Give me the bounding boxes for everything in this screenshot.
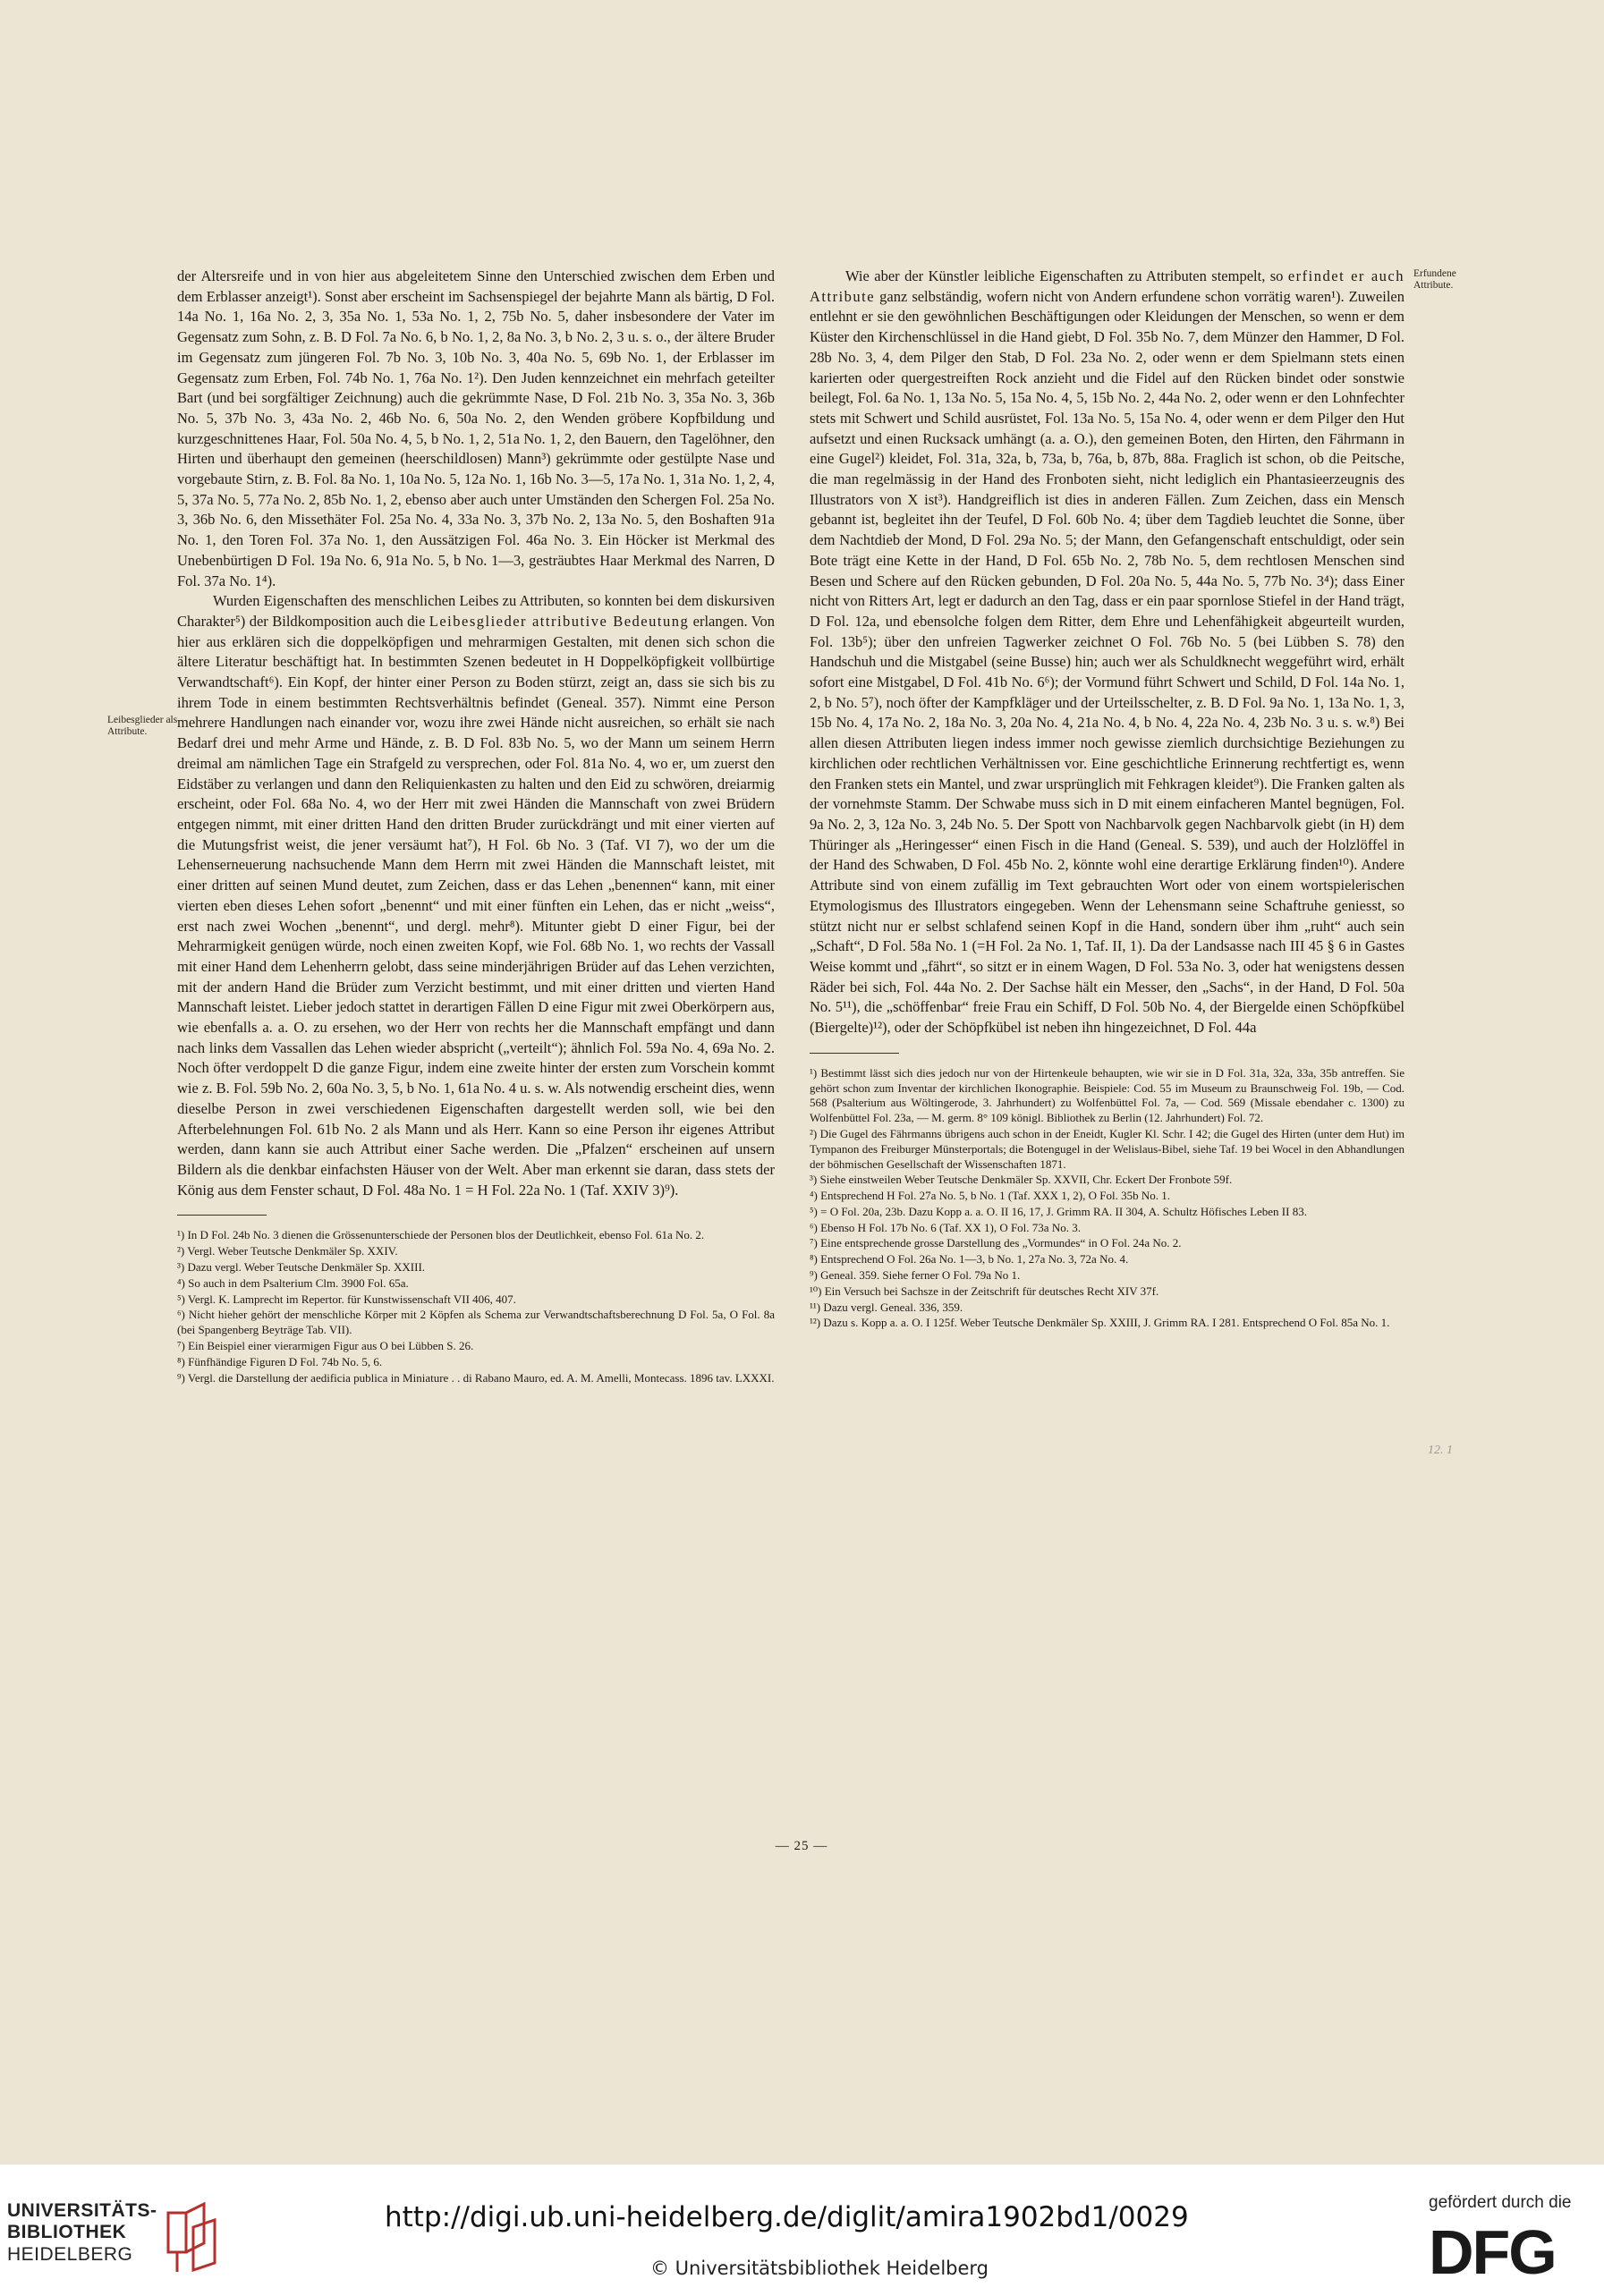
- right-paragraph-1: [810, 267, 1405, 1038]
- right-footnote-9: ⁹) Geneal. 359. Siehe ferner O Fol. 79a No 1.: [810, 1268, 1021, 1283]
- left-paragraph-2: [177, 591, 775, 1200]
- right-footnote-12: ¹²) Dazu s. Kopp a. a. O. I 125f. Weber Teutsche Denkmäler Sp. XXIII, J. Grimm RA. I 281. Entsprechend O Fol. 85a No. 1.: [810, 1316, 1390, 1330]
- left-paragraph-2-emphasis: Leibesglieder attributive Bedeutung: [429, 612, 690, 630]
- left-footnote-6: ⁶) Nicht hieher gehört der menschliche Körper mit 2 Köpfen als Schema zur Verwandtschaftsberechnung D Fol. 5a, O Fol. 8a (bei Spangenberg Beyträge Tab. VII).: [177, 1308, 775, 1337]
- marginal-note-left: Leibesglieder als Attribute.: [107, 715, 178, 737]
- left-paragraph-2-rest: erlangen. Von hier aus erklären sich die doppelköpfigen und mehrarmigen Gestalten, mit denen sich schon die ältere Literatur beschäftigt hat. In bestimmten Szenen bedeutet in H Doppelköpfigkeit vollbürtige Verwandtschaft⁶). Ein Kopf, der hinter einer Person zu Boden stürzt, zeigt an, dass sie sich bis zu ihrem Tode in einem bestimmten Rechtsverhältnis befindet (Geneal. 357). Nimmt eine Person mehrere Handlungen nach einander vor, wozu ihre zwei Hände nicht ausreichen, so erhält sie nach Bedarf drei und mehr Arme und Hände, z. B. D Fol. 83b No. 5, wo der Mann um seinem Herrn dreimal am nämlichen Tage ein Strafgeld zu versprechen, oder Fol. 81a No. 4, wo er, um zuerst den Eidstäber zu verlangen und dann den Reliquienkasten zu halten und den Eid zu schwören, dreiarmig erscheint, oder Fol. 68a No. 4, wo der Herr mit zwei Händen die Mannschaft von zwei Brüdern entgegen nimmt, mit einer dritten Hand den dritten Bruder zurückdrängt und mit einer vierten auf die Mutungsfrist weist, die jener versäumt hat⁷), H Fol. 6b No. 3 (Taf. VI 7), wo der um die Lehenserneuerung nachsuchende Mann dem Herrn mit zwei Händen die Mannschaft leistet, mit einer dritten auf seinen Mund deutet, zum Zeichen, dass er das Lehen „benennen“ kann, mit einer vierten eben dieses Lehen sofort „benennt“ und mit einer fünften ein Lehen, das er nicht „weiss“, erst nach zwei Wochen „benennt“, und dergl. mehr⁸). Mitunter giebt D einer Figur, bei der Mehrarmigkeit genügen würde, noch einen zweiten Kopf, wie Fol. 68b No. 1, wo rechts der Vassall mit einer Hand dem Lehenherrn gelobt, dass seine minderjährigen Brüder auf das Lehen verzichten, mit der andern Hand die Brüder zum Verzicht bestimmt, und mit einer dritten und vierten Hand Mannschaft leistet. Lieber jedoch stattet in derartigen Fällen D eine Figur mit zwei Oberkörpern aus, wie ebenfalls a. a. O. zu ersehen, wo der Herr von rechts her die Mannschaft empfängt und dann nach links dem Vassallen das Lehen wieder abspricht („verteilt“); ähnlich Fol. 59a No. 4, 69a No. 2. Noch öfter verdoppelt D die ganze Figur, indem eine zweite hinter der ersten zum Vorschein kommt wie z. B. Fol. 59b No. 2, 60a No. 3, 5, b No. 1, 61a No. 4 u. s. w. Als notwendig erscheint dies, wenn dieselbe Person in zwei verschiedenen Eigenschaften dargestellt werden soll, wie bei den Afterbelehnungen Fol. 61b No. 2 als Mann und als Herr. Kann so eine Person ihr eigenes Attribut werden, dann kann sie auch Attribut einer Sache werden. Die „Pfalzen“ erscheinen auf unsern Bildern als die denkbar einfachsten Häuser von der Welt. Aber man erkennt sie daran, dass stets der König aus dem Fenster schaut, D Fol. 48a No. 1 = H Fol. 22a No. 1 (Taf. XXIV 3)⁹).: [177, 612, 775, 1199]
- left-footnote-8: ⁸) Fünfhändige Figuren D Fol. 74b No. 5, 6.: [177, 1354, 383, 1368]
- left-footnote-7: ⁷) Ein Beispiel einer vierarmigen Figur aus O bei Lübben S. 26.: [177, 1338, 474, 1352]
- left-footnote-3: ³) Dazu vergl. Weber Teutsche Denkmäler Sp. XXIII.: [177, 1259, 426, 1274]
- pencil-mark: 12. 1: [1428, 1444, 1453, 1457]
- footnote-separator-right: [810, 1053, 899, 1054]
- left-footnote-5: ⁵) Vergl. K. Lamprecht im Repertor. für Kunstwissenschaft VII 406, 407.: [177, 1292, 516, 1306]
- right-paragraph-1-rest: ganz selbständig, wofern nicht von Andern erfundene schon vorrätig waren¹). Zuweilen entlehnt er sie den gewöhnlichen Beschäftigungen oder Kleidungen der Menschen, so wenn er dem Küster den Kirchenschlüssel in die Hand giebt, D Fol. 35b No. 7, dem Münzer den Hammer, D Fol. 28b No. 3, 4, dem Pilger den Stab, D Fol. 23a No. 2, oder wenn er dem Spielmann stets einen karierten oder quergestreiften Rock anzieht und die Fidel auf den Rücken bindet oder sonstwie beilegt, Fol. 6a No. 1, 13a No. 5, 15a No. 4, 5, 15b No. 2, 44a No. 2, oder wenn er den Lohnfechter stets mit Schwert und Schild ausrüstet, Fol. 13a No. 5, 15a No. 4, oder wenn er dem Pilger den Hut aufsetzt und einen Rucksack umhängt (a. a. O.), den gemeinen Boten, den Hirten, den Fährmann in eine Gugel²) kleidet, Fol. 31a, 32a, b, 73a, b, 76a, b, 87b, 88a. Fraglich ist schon, ob die Peitsche, die man regelmässig in der Hand des Fronboten sieht, nicht lediglich ein Phantasieerzeugnis des Illustrators von X ist³). Handgreiflich ist dies in anderen Fällen. Zum Zeichen, dass ein Mensch gebannt ist, begleitet ihn der Teufel, D Fol. 60b No. 4; über dem Tagdieb leuchtet die Sonne, über dem Nachtdieb der Mond, D Fol. 29a No. 5; der Mann, den Gefangenschaft entschuldigt, oder sein Bote trägt eine Kette in der Hand, D Fol. 65b No. 2, 78b No. 5, dem rechtlosen Menschen sind Besen und Schere auf den Rücken gebunden, D Fol. 20a No. 5, 44a No. 5, 77b No. 3⁴); dass Einer nicht von Ritters Art, legt er dadurch an den Tag, dass er ein paar spornlose Stiefel in der Hand trägt, D Fol. 12a, und ebensolche folgen dem Ritter, dem Ehre und Lehenfähigkeit abgeurteilt wurden, Fol. 13b⁵); über den unfreien Tagwerker zeichnet O Fol. 76b No. 5 (bei Lübben S. 78) den Handschuh und die Mistgabel (seine Busse) hin; auch wer als Schuldknecht weggeführt wird, erhält sofort eine Mistgabel, D Fol. 41b No. 6⁶); der Vormund führt Schwert und Schild, D Fol. 14a No. 1, 2, b No. 5⁷), noch öfter der Kampfkläger und der Urteilsschelter, z. B. D Fol. 9a No. 1, 13a No. 1, 3, 15b No. 4, 17a No. 2, 18a No. 3, 20a No. 4, 21a No. 4, b No. 4, 22a No. 4, 23b No. 3 u. s. w.⁸) Bei allen diesen Attributen liegen indess immer noch gewisse ziemlich durchsichtige Beziehungen zu kirchlichen oder rechtlichen Verhältnissen vor. Eine geschichtliche Erinnerung rechtfertigt es, wenn den Franken stets ein Mantel, und zwar ursprünglich mit Fehkragen kleidet⁹). Die Franken galten als der vornehmste Stamm. Der Schwabe muss sich in D mit einem einfacheren Mantel begnügen, Fol. 9a No. 2, 3, 12a No. 3, 24b No. 5. Der Spott von Nachbarvolk gegen Nachbarvolk giebt (in H) dem Thüringer als „Heringesser“ einen Fisch in die Hand (Geneal. S. 539), und auch der Holzlöffel in der Hand des Schwaben, D Fol. 45b No. 2, könnte wohl eine derartige Erklärung finden¹⁰). Andere Attribute sind von einem zufällig im Text gebrauchten Wort oder von einem wortspielerischen Etymologismus des Illustrators eingegeben. Wenn der Lehensmann seine Schaftruhe geniesst, so stützt nicht nur er selbst schlafend seinen Kopf in die Hand, sondern über ihm „ruht“ auch sein „Schaft“, D Fol. 58a No. 1 (=H Fol. 2a No. 1, Taf. II, 1). Da der Landsasse nach III 45 § 6 in Gastes Weise kommt und „fährt“, so sitzt er in einem Wagen, D Fol. 53a No. 3, oder hat wenigstens dessen Räder bei sich, Fol. 44a No. 2. Der Sachse hält ein Messer, den „Sachs“, in der Hand, D Fol. 50a No. 5¹¹), die „schöffenbar“ freie Frau ein Schiff, D Fol. 50b No. 4, der Biergelde einen Schöpfkübel (Biergelte)¹²), oder der Schöpfkübel ist neben ihn hingezeichnet, D Fol. 44a: [810, 287, 1405, 1037]
- right-footnote-7: ⁷) Eine entsprechende grosse Darstellung des „Vormundes“ in O Fol. 24a No. 2.: [810, 1236, 1182, 1250]
- right-footnote-2: ²) Die Gugel des Fährmanns übrigens auch schon in der Eneidt, Kugler Kl. Schr. I 42; die Gugel des Hirten (unter dem Hut) im Tympanon des Freiburger Münsterportals; die Botengugel in der Welislaus-Bibel, siehe Taf. 19 bei Wocel in den Abhandlungen der böhmischen Gesellschaft der Wissenschaften 1871.: [810, 1126, 1405, 1171]
- footer-bar: [0, 2165, 1604, 2296]
- right-paragraph-1-start: Wie aber der Künstler leibliche Eigenschaften zu Attributen stempelt, so: [845, 267, 1288, 284]
- page-number: — 25 —: [775, 1839, 828, 1853]
- dfg-logo-text: DFG: [1429, 2220, 1556, 2281]
- left-footnote-1: ¹) In D Fol. 24b No. 3 dienen die Grössenunterschiede der Personen blos der Deutlichkeit, ebenso Fol. 61a No. 2.: [177, 1228, 705, 1242]
- dfg-logo[interactable]: [1427, 2220, 1597, 2281]
- library-logo-icon[interactable]: [161, 2200, 224, 2276]
- left-paragraph-1: der Altersreife und in von hier aus abgeleitetem Sinne den Unterschied zwischen dem Erben und dem Erblasser anzeigt¹). Sonst aber erscheint im Sachsenspiegel der bejahrte Mann als bärtig, D Fol. 14a No. 1, 16a No. 2, 3, 35a No. 1, 53a No. 1, 2, 75b No. 5, daher insbesondere der Vater im Gegensatz zum Sohn, z. B. D Fol. 7a No. 6, b No. 1, 2, 8a No. 3, b No. 2, 3 u. s. o., der ältere Bruder im Gegensatz zum jüngeren Fol. 7b No. 3, 10b No. 3, 40a No. 5, 69b No. 1, der Erblasser im Gegensatz zum Erben, Fol. 74b No. 1, 76a No. 1²). Den Juden kennzeichnet ein mehrfach geteilter Bart (und bei sorgfältiger Zeichnung) auch die gekrümmte Nase, D Fol. 21b No. 3, 35a No. 3, 36b No. 5, 37b No. 3, 43a No. 2, 46b No. 6, 50a No. 2, den Wenden gröbere Kopfbildung und kurzgeschnittenes Haar, Fol. 50a No. 4, 5, b No. 1, 2, 51a No. 1, 2, den Bauern, den Tagelöhner, den Hirten und überhaupt den gemeinen (heerschildlosen) Mann³) gekrümmte oder gestülpte Nase und vorgebaute Stirn, z. B. Fol. 8a No. 1, 10a No. 5, 12a No. 1, 16b No. 3—5, 17a No. 1, 31a No. 1, 2, 4, 5, 37a No. 5, 77a No. 2, 85b No. 1, 2, ebenso aber auch unter Umständen den Schergen Fol. 25a No. 3, 36b No. 6, den Missethäter Fol. 25a No. 4, 33a No. 3, 37b No. 2, 13a No. 5, den Boshaften 91a No. 1, den Toren Fol. 37a No. 1, den Aussätzigen Fol. 46a No. 3. Ein Höcker ist Merkmal des Unebenbürtigen D Fol. 19a No. 6, 91a No. 5, b No. 1—3, gesträubtes Haar Merkmal des Narren, D Fol. 37a No. 1⁴).: [177, 267, 775, 589]
- footnote-separator-left: [177, 1215, 267, 1216]
- left-footnote-4: ⁴) So auch in dem Psalterium Clm. 3900 Fol. 65a.: [177, 1275, 409, 1290]
- left-footnotes: [177, 1228, 775, 1385]
- library-city[interactable]: HEIDELBERG: [7, 2244, 133, 2265]
- left-paragraph-2-start: Wurden Eigenschaften des menschlichen Leibes zu Attributen, so konnten bei dem diskursiven Charakter⁵) der Bildkomposition auch die: [177, 592, 775, 630]
- funding-label: gefördert durch die: [1429, 2193, 1572, 2212]
- right-footnotes: [810, 1066, 1405, 1332]
- right-paragraph-1-emphasis: erfindet er auch Attribute: [810, 267, 1405, 305]
- library-name[interactable]: UNIVERSITÄTS- BIBLIOTHEK: [7, 2200, 157, 2242]
- right-footnote-8: ⁸) Entsprechend O Fol. 26a No. 1—3, b No. 1, 27a No. 3, 72a No. 4.: [810, 1252, 1129, 1267]
- marginal-note-right: Erfundene Attribute.: [1413, 268, 1456, 291]
- right-footnote-4: ⁴) Entsprechend H Fol. 27a No. 5, b No. 1 (Taf. XXX 1, 2), O Fol. 35b No. 1.: [810, 1189, 1170, 1203]
- right-footnote-3: ³) Siehe einstweilen Weber Teutsche Denkmäler Sp. XXVII, Chr. Eckert Der Fronbote 59f.: [810, 1173, 1233, 1187]
- right-footnote-11: ¹¹) Dazu vergl. Geneal. 336, 359.: [810, 1300, 963, 1314]
- left-footnote-9: ⁹) Vergl. die Darstellung der aedificia publica in Miniature . . di Rabano Mauro, ed. A. M. Amelli, Montecass. 1896 tav. LXXXI.: [177, 1370, 775, 1385]
- permalink-url[interactable]: http://digi.ub.uni-heidelberg.de/diglit/amira1902bd1/0029: [385, 2201, 1189, 2233]
- right-column: [810, 267, 1405, 1331]
- left-column: [177, 267, 775, 1385]
- right-footnote-1: ¹) Bestimmt lässt sich dies jedoch nur von der Hirtenkeule behaupten, wie wir sie in D Fol. 31a, 32a, 33a, 35b antreffen. Sie gehört schon zum Inventar der kirchlichen Ikonographie. Beispiele: Cod. 55 im Museum zu Braunschweig Fol. 19b, — Cod. 568 (Psalterium aus Wöltingerode, 3. Jahrhundert) zu Wolfenbüttel Fol. 7a, — Cod. 569 (Missale ebendaher c. 1300) zu Wolfenbüttel Fol. 23a, — M. germ. 8° 109 königl. Bibliothek zu Berlin (12. Jahrhundert) Fol. 72.: [810, 1065, 1405, 1125]
- left-footnote-2: ²) Vergl. Weber Teutsche Denkmäler Sp. XXIV.: [177, 1244, 398, 1258]
- copyright-notice: © Universitätsbibliothek Heidelberg: [650, 2258, 989, 2279]
- right-footnote-10: ¹⁰) Ein Versuch bei Sachsze in der Zeitschrift für deutsches Recht XIV 37f.: [810, 1284, 1159, 1298]
- right-footnote-5: ⁵) = O Fol. 20a, 23b. Dazu Kopp a. a. O. II 16, 17, J. Grimm RA. II 304, A. Schultz Höfisches Leben II 83.: [810, 1204, 1307, 1218]
- right-footnote-6: ⁶) Ebenso H Fol. 17b No. 6 (Taf. XX 1), O Fol. 73a No. 3.: [810, 1220, 1081, 1234]
